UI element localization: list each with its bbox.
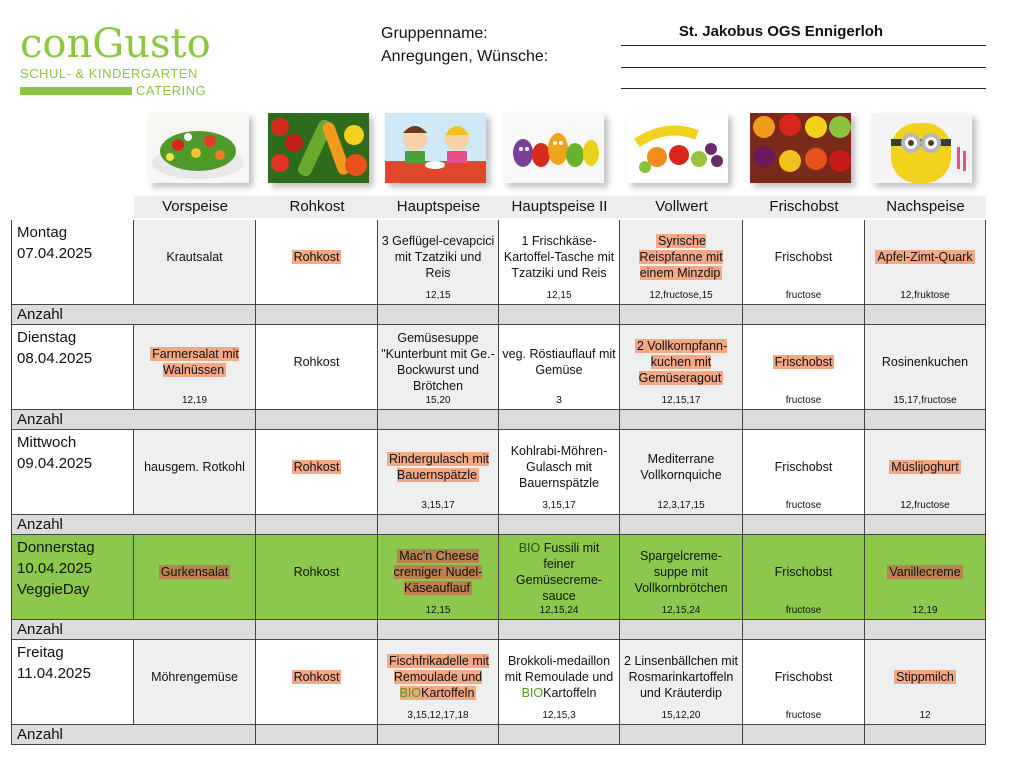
minion-cake-photo [871,113,972,183]
menu-cell-dienstag-vollwert [620,325,743,410]
allergen-codes: 12,19 [181,395,208,406]
count-input-dienstag-hauptspeise-ii[interactable] [499,410,620,430]
veggie-day-label: VeggieDay [17,581,90,598]
dish-name [773,354,835,370]
day-date: 11.04.2025 [17,665,91,682]
dish-text: Rosinenkuchen [881,355,969,369]
dish-text: Syrische Reispfanne mit einem Minzdip [639,234,723,280]
menu-cell-donnerstag-hauptspeise [378,535,499,620]
day-name: Montag [17,224,68,241]
dish-text: Spargelcreme-suppe mit Vollkornbrötchen [634,549,728,595]
dish-text: Gemüsesuppe "Kunterbunt mit Ge.-Bockwurst und Brötchen [381,331,495,393]
dish-name [623,653,739,701]
count-input-freitag-hauptspeise[interactable] [378,725,499,745]
menu-cell-dienstag-nachspeise [865,325,986,410]
wishes-line-1 [621,67,986,68]
day-date: 07.04.2025 [17,245,93,262]
count-input-freitag-frischobst[interactable] [743,725,865,745]
menu-cell-mittwoch-hauptspeise [378,430,499,515]
menu-cell-mittwoch-vorspeise [134,430,256,515]
count-input-freitag-hauptspeise-ii[interactable] [499,725,620,745]
count-input-dienstag-hauptspeise[interactable] [378,410,499,430]
bio-label: BIO [518,541,541,555]
day-cell-donnerstag [11,535,134,620]
allergen-codes: 12,19 [912,605,938,616]
dish-name [775,669,833,685]
menu-cell-montag-vollwert [620,220,743,305]
count-input-montag-vollwert[interactable] [620,305,743,325]
menu-cell-montag-frischobst [743,220,865,305]
dish-text: Mac'n Cheese cremiger Nudel-Käseauflauf [393,549,483,595]
count-label: Anzahl [11,515,134,535]
count-input-montag-vorspeise[interactable] [134,305,256,325]
dish-text: Krautsalat [166,250,223,264]
dish-name [875,249,974,265]
menu-cell-freitag-nachspeise [865,640,986,725]
allergen-codes: 15,12,20 [661,710,701,721]
dish-name [294,564,340,580]
dish-text [516,541,602,603]
day-name: Mittwoch [17,434,77,451]
allergen-codes: 12,15,17 [661,395,701,406]
count-input-dienstag-nachspeise[interactable] [865,410,986,430]
menu-cell-montag-vorspeise [134,220,256,305]
dish-name [502,653,616,701]
dish-text: Mediterrane Vollkornquiche [640,452,722,482]
dish-text: Frischobst [774,250,833,264]
dish-text: 2 Vollkornpfann-kuchen mit Gemüseragout [636,339,728,385]
count-input-montag-hauptspeise[interactable] [378,305,499,325]
dish-name [166,249,222,265]
menu-cell-freitag-hauptspeise-ii [499,640,620,725]
dish-text-main: Fischfrikadelle mit Remoulade und [388,654,490,684]
menu-cell-freitag-vorspeise [134,640,256,725]
allergen-codes: 12,3,17,15 [657,500,705,511]
count-input-mittwoch-hauptspeise[interactable] [378,515,499,535]
menu-cell-dienstag-vorspeise [134,325,256,410]
count-input-donnerstag-nachspeise[interactable] [865,620,986,640]
dish-text: Müslijoghurt [891,460,959,474]
dish-name [381,653,495,701]
menu-cell-mittwoch-vollwert [620,430,743,515]
dish-text: Vanillecreme [889,565,961,579]
count-input-montag-frischobst[interactable] [743,305,865,325]
day-cell-freitag [11,640,134,725]
bio-label: BIO [521,686,544,700]
allergen-codes: 12,15 [425,605,451,616]
dish-text: Rohkost [293,460,340,474]
dish-text: Rindergulasch mit Bauernspätzle [388,452,490,482]
menu-cell-montag-rohkost [256,220,378,305]
count-input-dienstag-frischobst[interactable] [743,410,865,430]
allergen-codes: 3 [556,395,562,406]
fresh-fruits-photo [750,113,851,183]
count-input-dienstag-vorspeise[interactable] [134,410,256,430]
group-name-label: Gruppenname: [381,25,488,42]
count-input-montag-rohkost[interactable] [256,305,378,325]
count-label: Anzahl [11,410,134,430]
dish-text [387,654,489,700]
day-cell-montag [11,220,134,305]
dish-name [292,249,342,265]
menu-cell-donnerstag-vorspeise [134,535,256,620]
day-cell-dienstag [11,325,134,410]
dish-name [151,669,238,685]
menu-cell-montag-hauptspeise [378,220,499,305]
allergen-codes: fructose [785,605,822,616]
count-input-mittwoch-nachspeise[interactable] [865,515,986,535]
day-date: 09.04.2025 [17,455,93,472]
menu-cell-freitag-vollwert [620,640,743,725]
count-input-mittwoch-hauptspeise-ii[interactable] [499,515,620,535]
dish-text: Gurkensalat [160,565,229,579]
count-input-donnerstag-hauptspeise[interactable] [378,620,499,640]
count-input-freitag-vorspeise[interactable] [134,725,256,745]
group-name-value: St. Jakobus OGS Ennigerloh [678,23,884,40]
kids-eating-illustration [385,113,486,183]
count-input-mittwoch-rohkost[interactable] [256,515,378,535]
column-header-hauptspeise-ii: Hauptspeise II [511,198,608,215]
menu-cell-donnerstag-hauptspeise-ii [499,535,620,620]
dish-text: 2 Linsenbällchen mit Rosmarinkartoffeln und Kräuterdip [624,654,738,700]
dish-name [623,451,739,483]
allergen-codes: fructose [785,290,822,301]
dish-name [775,564,833,580]
cartoon-vegetables-illustration [503,113,604,183]
menu-cell-montag-nachspeise [865,220,986,305]
dish-text: Apfel-Zimt-Quark [877,250,973,264]
allergen-codes: 12,fructose,15 [649,290,713,301]
congusto-logo [20,22,220,102]
count-label: Anzahl [11,305,134,325]
count-input-freitag-nachspeise[interactable] [865,725,986,745]
dish-text-suffix: Kartoffeln [543,686,597,700]
dish-name [381,233,495,281]
fruit-bowl-photo [627,113,728,183]
salad-photo [148,113,249,183]
dish-text-main: Brokkoli-medaillon mit Remoulade und [504,654,614,684]
count-label: Anzahl [11,620,134,640]
dish-name [882,354,968,370]
dish-name [775,459,833,475]
allergen-codes: 3,15,17 [421,500,455,511]
count-input-mittwoch-vollwert[interactable] [620,515,743,535]
menu-cell-mittwoch-hauptspeise-ii [499,430,620,515]
dish-name [292,459,342,475]
bio-label: BIO [399,686,422,700]
dish-name [294,354,340,370]
dish-text: Frischobst [774,565,833,579]
dish-text: veg. Röstiauflauf mit Gemüse [502,347,616,377]
menu-cell-dienstag-frischobst [743,325,865,410]
column-header-nachspeise: Nachspeise [886,198,965,215]
menu-cell-dienstag-rohkost [256,325,378,410]
count-input-montag-hauptspeise-ii[interactable] [499,305,620,325]
day-name: Donnerstag [17,539,95,556]
allergen-codes: 12,15 [546,290,572,301]
count-input-donnerstag-vorspeise[interactable] [134,620,256,640]
allergen-codes: 12 [919,710,931,721]
dish-name [502,346,616,378]
day-name: Dienstag [17,329,77,346]
count-label: Anzahl [11,725,134,745]
menu-cell-dienstag-hauptspeise [378,325,499,410]
count-input-dienstag-vollwert[interactable] [620,410,743,430]
allergen-codes: 12,15,3 [542,710,576,721]
dish-text: Rohkost [293,670,340,684]
column-header-frischobst: Frischobst [769,198,839,215]
dish-name [894,669,956,685]
allergen-codes: 15,20 [425,395,451,406]
dish-name [159,564,230,580]
allergen-codes: 3,15,12,17,18 [407,710,469,721]
dish-name [623,548,739,596]
dish-name [623,233,739,281]
menu-grid [11,220,986,748]
allergen-codes: fructose [785,500,822,511]
menu-cell-mittwoch-frischobst [743,430,865,515]
menu-cell-donnerstag-vollwert [620,535,743,620]
dish-text-suffix: Kartoffeln [421,686,475,700]
allergen-codes: 12,15,24 [539,605,579,616]
vegetables-photo [268,113,369,183]
count-input-donnerstag-hauptspeise-ii[interactable] [499,620,620,640]
wishes-label: Anregungen, Wünsche: [381,48,549,65]
allergen-codes: fructose [785,395,822,406]
dish-text [505,654,613,700]
dish-text: Möhrengemüse [151,670,238,684]
dish-name [144,459,245,475]
dish-name [502,233,616,281]
dish-name [502,540,616,604]
day-date: 10.04.2025 [17,560,93,577]
dish-text: Frischobst [774,355,833,369]
dish-text: 1 Frischkäse-Kartoffel-Tasche mit Tzatziki und Reis [503,234,615,280]
dish-text: Farmersalat mit Walnüssen [152,347,239,377]
dish-name [137,346,252,378]
menu-cell-freitag-hauptspeise [378,640,499,725]
count-input-mittwoch-frischobst[interactable] [743,515,865,535]
count-input-freitag-vollwert[interactable] [620,725,743,745]
menu-cell-freitag-rohkost [256,640,378,725]
dish-name [381,451,495,483]
menu-cell-montag-hauptspeise-ii [499,220,620,305]
dish-text-main: Fussili mit feiner Gemüsecreme-sauce [515,541,603,603]
dish-text: Rohkost [293,355,340,369]
allergen-codes: 15,17,fructose [893,395,957,406]
dish-text: Frischobst [774,670,833,684]
day-date: 08.04.2025 [17,350,93,367]
dish-text: Frischobst [774,460,833,474]
menu-cell-dienstag-hauptspeise-ii [499,325,620,410]
count-input-donnerstag-vollwert[interactable] [620,620,743,640]
dish-name [502,443,616,491]
dish-text: Rohkost [293,565,340,579]
allergen-codes: 3,15,17 [542,500,576,511]
dish-text: Kohlrabi-Möhren-Gulasch mit Bauernspätzle [510,444,608,490]
count-input-freitag-rohkost[interactable] [256,725,378,745]
dish-name [381,330,495,394]
allergen-codes: fructose [785,710,822,721]
logo-subtitle: SCHUL- & KINDERGARTEN [20,66,198,81]
dish-name [381,548,495,596]
menu-cell-donnerstag-frischobst [743,535,865,620]
menu-cell-mittwoch-rohkost [256,430,378,515]
count-input-donnerstag-frischobst[interactable] [743,620,865,640]
wishes-line-2 [621,88,986,89]
logo-wordmark: conGusto [20,21,211,67]
menu-cell-donnerstag-rohkost [256,535,378,620]
allergen-codes: 12,fructose [900,500,950,511]
allergen-codes: 12,fruktose [900,290,950,301]
count-input-dienstag-rohkost[interactable] [256,410,378,430]
dish-name [775,249,833,265]
dish-name [623,338,739,386]
dish-text: Rohkost [293,250,340,264]
count-input-donnerstag-rohkost[interactable] [256,620,378,640]
logo-bar [20,87,132,95]
dish-name [889,459,960,475]
allergen-codes: 12,15,24 [661,605,701,616]
menu-cell-mittwoch-nachspeise [865,430,986,515]
day-cell-mittwoch [11,430,134,515]
group-name-line [621,45,986,46]
column-header-vollwert: Vollwert [655,198,708,215]
menu-cell-freitag-frischobst [743,640,865,725]
column-header-rohkost: Rohkost [289,198,345,215]
dish-name [292,669,342,685]
dish-text: Stippmilch [896,670,954,684]
day-name: Freitag [17,644,64,661]
column-header-hauptspeise: Hauptspeise [396,198,481,215]
dish-text: hausgem. Rotkohl [144,460,245,474]
allergen-codes: 12,15 [425,290,451,301]
dish-text: 3 Geflügel-cevapcici mit Tzatziki und Reis [381,234,495,280]
logo-subtitle-catering: CATERING [136,82,207,98]
menu-cell-donnerstag-nachspeise [865,535,986,620]
dish-name [887,564,962,580]
column-header-vorspeise: Vorspeise [162,198,228,215]
count-input-montag-nachspeise[interactable] [865,305,986,325]
count-input-mittwoch-vorspeise[interactable] [134,515,256,535]
